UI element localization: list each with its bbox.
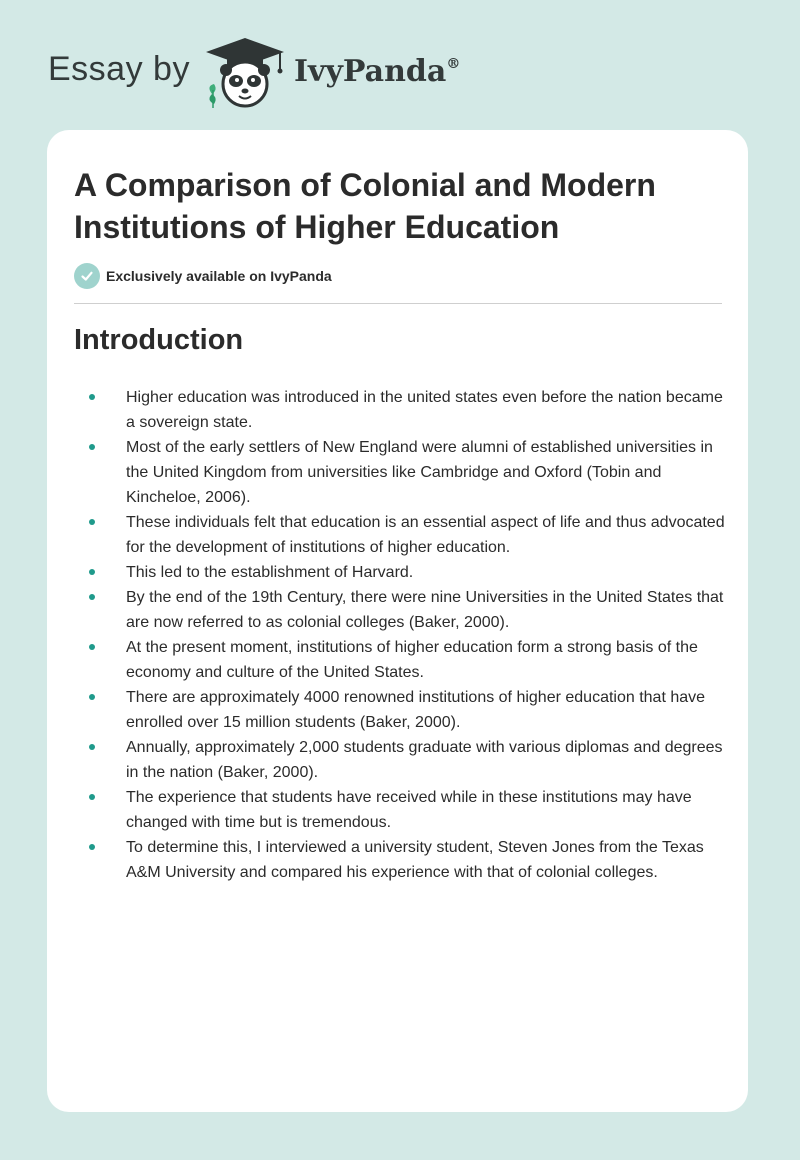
exclusive-badge <box>74 263 332 289</box>
bullet-list <box>126 385 731 885</box>
list-item: The experience that students have received while in these institutions may have changed with time but is tremendous. <box>126 785 731 835</box>
essay-title: A Comparison of Colonial and Modern Institutions of Higher Education <box>74 167 656 245</box>
brand-name <box>294 54 460 89</box>
list-item: There are approximately 4000 renowned institutions of higher education that have enrolled over 15 million students (Baker, 2000). <box>126 685 731 735</box>
exclusive-label: Exclusively available on IvyPanda <box>106 268 332 284</box>
site-header <box>48 34 548 114</box>
list-item: By the end of the 19th Century, there were nine Universities in the United States that are now referred to as colonial colleges (Baker, 2000). <box>126 585 731 635</box>
list-item: These individuals felt that education is an essential aspect of life and thus advocated for the development of institutions of higher education. <box>126 510 731 560</box>
list-item: Annually, approximately 2,000 students graduate with various diplomas and degrees in the nation (Baker, 2000). <box>126 735 731 785</box>
registered-mark: ® <box>446 56 461 72</box>
list-item: To determine this, I interviewed a university student, Steven Jones from the Texas A&M University and compared his experience with that of colonial colleges. <box>126 835 731 885</box>
list-item: At the present moment, institutions of higher education form a strong basis of the economy and culture of the United States. <box>126 635 731 685</box>
section-heading: Introduction <box>74 324 244 356</box>
panda-graduation-cap-icon <box>200 34 290 110</box>
checkmark-icon <box>74 263 100 289</box>
list-item: Higher education was introduced in the united states even before the nation became a sovereign state. <box>126 385 731 435</box>
list-item: Most of the early settlers of New England were alumni of established universities in the United Kingdom from universities like Cambridge and Oxford (Tobin and Kincheloe, 2006). <box>126 435 731 510</box>
divider <box>74 303 722 304</box>
list-item: This led to the establishment of Harvard. <box>126 560 731 585</box>
essay-card <box>47 130 748 1112</box>
essay-by-label: Essay by <box>48 50 190 88</box>
brand-name-text: IvyPanda <box>294 54 447 89</box>
